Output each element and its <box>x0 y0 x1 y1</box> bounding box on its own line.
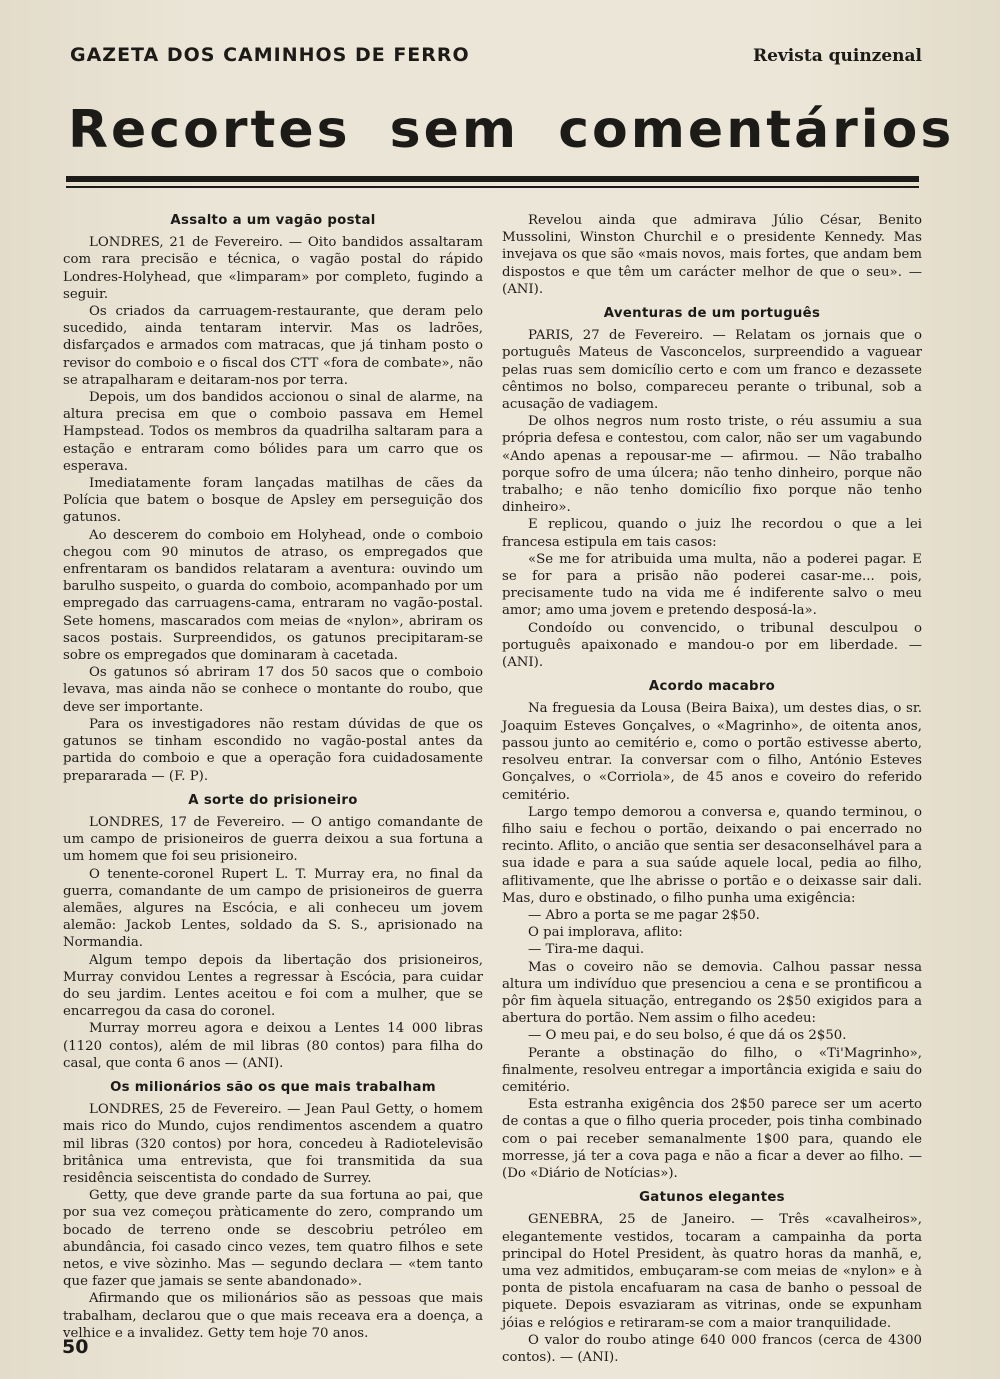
paragraph: Ao descerem do comboio em Holyhead, onde o comboio chegou com 90 minutos de atraso, os empregados que enfrentaram os bandidos relataram a aventura: ouvindo um barulho suspeito, o guarda do comboio, acompanhado por um empregado das carruagens-cama, entraram no vagão-postal. Sete homens, mascarados com meias de «nylon», abriram os sacos postais. Surpreendidos, os gatunos precipitaram-se sobre os empregados que dominaram à cacetada. <box>63 527 483 664</box>
article-acordo <box>502 678 922 1182</box>
journal-frequency: Revista quinzenal <box>752 46 922 66</box>
paragraph: De olhos negros num rosto triste, o réu assumiu a sua própria defesa e contestou, com calor, não ser um vagabundo «Ando apenas a repousar-me — afirmou. — Não trabalho porque sofro de uma úlcera; não tenho dinheiro, porque não trabalho; e não tenho domicílio fixo porque não tenho dinheiro». <box>502 414 922 516</box>
paragraph: Condoído ou convencido, o tribunal desculpou o português apaixonado e mandou-o por em liberdade. — (ANI). <box>502 620 922 671</box>
section-title: Recortes sem comentários <box>68 100 955 160</box>
paragraph: Esta estranha exigência dos 2$50 parece ser um acerto de contas a que o filho queria proceder, pois tinha combinado com o pai receber semanalmente 1$00 para, quando ele morresse, já ter a cova paga e não a ficar a dever ao filho. — (Do «Diário de Notícias»). <box>502 1097 922 1181</box>
article-title: Os milionários são os que mais trabalham <box>110 1079 436 1095</box>
article-title: Gatunos elegantes <box>639 1190 785 1206</box>
paragraph-continued: Revelou ainda que admirava Júlio César, Benito Mussolini, Winston Churchil e o presidente Kennedy. Mas invejava os que são «mais novos, mais fortes, que andam bem dispostos e que têm um carácter melhor de que o seu». — (ANI). <box>502 213 922 297</box>
paragraph: Na freguesia da Lousa (Beira Baixa), um destes dias, o sr. Joaquim Esteves Gonçalves, o «Magrinho», de oitenta anos, passou junto ao cemitério e, como o portão estivesse aberto, resolveu entrar. Ia conversar com o filho, António Esteves Gonçalves, o «Corriola», de 45 anos e coveiro do referido cemitério. <box>502 701 922 803</box>
paragraph: Imediatamente foram lançadas matilhas de cães da Polícia que batem o bosque de Apsley em perseguição dos gatunos. <box>63 476 483 526</box>
paragraph: Afirmando que os milionários são as pessoas que mais trabalham, declarou que o que mais receava era a doença, a velhice e a invalidez. Getty tem hoje 70 anos. <box>63 1291 483 1341</box>
paragraph: LONDRES, 25 de Fevereiro. — Jean Paul Getty, o homem mais rico do Mundo, cujos rendimentos ascendem a quatro mil libras (320 contos) por hora, concedeu à Radiotelevisão britânica uma entrevista, que foi transmitida da sua residência seiscentista do condado de Surrey. <box>63 1102 483 1186</box>
paragraph: LONDRES, 17 de Fevereiro. — O antigo comandante de um campo de prisioneiros de guerra deixou a sua fortuna a um homem que foi seu prisioneiro. <box>63 814 483 865</box>
title-rule-thin <box>66 186 919 188</box>
journal-name: GAZETA DOS CAMINHOS DE FERRO <box>70 44 470 66</box>
paragraph: GENEBRA, 25 de Janeiro. — Três «cavalheiros», elegantemente vestidos, tocaram a campainha da porta principal do Hotel President, às quatro horas da manhã, e, uma vez admitidos, embuçaram-se com meias de «nylon» e à ponta de pistola encafuaram na casa de banho o pessoal de piquete. Depois esvaziaram as vitrinas, onde se expunham jóias e relógios e retiraram-se com a maior tranquilidade. <box>502 1212 922 1331</box>
paragraph: Os gatunos só abriram 17 dos 50 sacos que o comboio levava, mas ainda não se conhece o montante do roubo, que deve ser importante. <box>63 665 483 715</box>
paragraph: Mas o coveiro não se demovia. Calhou passar nessa altura um indivíduo que presenciou a cena e se prontificou a pôr fim àquela situação, entregando os 2$50 exigidos para a abertura do portão. Nem assim o filho acedeu: <box>502 959 922 1027</box>
article-title: Assalto a um vagão postal <box>170 213 376 228</box>
paragraph: O tenente-coronel Rupert L. T. Murray era, no final da guerra, comandante de um campo de prisioneiros de guerra alemães, algures na Escócia, e ali conheceu um jovem alemão: Jackob Lentes, soldado da S. S., aprisionado na Normandia. <box>63 866 483 951</box>
article-title: Aventuras de um português <box>603 306 821 322</box>
paragraph: O valor do roubo atinge 640 000 francos (cerca de 4300 contos). — (ANI). <box>502 1332 922 1365</box>
paragraph: Getty, que deve grande parte da sua fortuna ao pai, que por sua vez começou pràticamente do zero, comprando um bocado de terreno onde se descobriu petróleo em abundância, foi casado cinco vezes, tem quatro filhos e sete netos, e vive sòzinho. Mas — segundo declara — «tem tanto que fazer que jamais se sente abandonado». <box>63 1188 483 1290</box>
article-assalto <box>63 212 483 785</box>
paragraph: Largo tempo demorou a conversa e, quando terminou, o filho saiu e fechou o portão, deixando o pai encerrado no recinto. Aflito, o ancião que sentia ser desaconselhável para a sua idade e para a sua saúde aquele local, pedia ao filho, aflitivamente, que lhe abrisse o portão e o deixasse sair dali. Mas, duro e obstinado, o filho punha uma exigência: <box>502 804 922 906</box>
article-milionarios <box>63 1079 483 1342</box>
paragraph: E replicou, quando o juiz lhe recordou o que a lei francesa estipula em tais casos: <box>502 517 922 550</box>
paragraph: Depois, um dos bandidos accionou o sinal de alarme, na altura precisa em que o comboio passava em Hemel Hampstead. Todos os membros da quadrilha saltaram para a estação e entraram como bólides para um carro que os esperava. <box>63 390 483 474</box>
running-head <box>70 44 920 74</box>
paragraph: O pai implorava, aflito: <box>528 925 683 941</box>
paragraph: LONDRES, 21 de Fevereiro. — Oito bandidos assaltaram com rara precisão e técnica, o vagão postal do rápido Londres-Holyhead, que «limparam» por completo, fugindo a seguir. <box>63 235 483 302</box>
article-sorte <box>63 792 483 1072</box>
left-column <box>63 212 483 1342</box>
paragraph: Perante a obstinação do filho, o «Ti'Magrinho», finalmente, resolveu entregar a importância exigida e saiu do cemitério. <box>502 1045 922 1095</box>
paragraph: — Tira-me daqui. <box>528 942 645 958</box>
paragraph: Os criados da carruagem-restaurante, que deram pelo sucedido, ainda tentaram intervir. Mas os ladrões, disfarçados e armados com matracas, que já tinham posto o revisor do comboio e o fiscal dos CTT «fora de combate», não se atrapalharam e deitaram-nos por terra. <box>63 304 483 388</box>
paragraph: — Abro a porta se me pagar 2$50. <box>528 907 760 923</box>
article-gatunos <box>502 1189 922 1366</box>
right-column <box>502 212 922 1366</box>
title-rule-thick <box>66 176 919 182</box>
article-title: A sorte do prisioneiro <box>188 792 358 808</box>
paragraph: Para os investigadores não restam dúvidas de que os gatunos se tinham escondido no vagão-postal antes da partida do comboio e que a operação fora cuidadosamente prepararada — (F. P). <box>63 716 483 784</box>
page-number: 50 <box>62 1336 89 1358</box>
paragraph: PARIS, 27 de Fevereiro. — Relatam os jornais que o português Mateus de Vasconcelos, surpreendido a vaguear pelas ruas sem domicílio certo e com um franco e dezassete cêntimos no bolso, compareceu perante o tribunal, sob a acusação de vadiagem. <box>502 328 922 413</box>
article-aventuras <box>502 305 922 671</box>
paragraph: — O meu pai, e do seu bolso, é que dá os 2$50. <box>528 1028 847 1044</box>
paragraph: Murray morreu agora e deixou a Lentes 14 000 libras (1120 contos), além de mil libras (80 contos) para filha do casal, que conta 6 anos — (ANI). <box>63 1021 483 1071</box>
article-title: Acordo macabro <box>648 679 776 695</box>
paragraph: Algum tempo depois da libertação dos prisioneiros, Murray convidou Lentes a regressar à Escócia, para cuidar do seu jardim. Lentes aceitou e foi com a mulher, que se encarregou da casa do coronel. <box>63 952 483 1020</box>
paragraph: «Se me for atribuida uma multa, não a poderei pagar. E se for para a prisão não poderei casar-me... pois, precisamente tudo na vida me é indiferente salvo o meu amor; amo uma jovem e pretendo desposá-la». <box>502 551 922 619</box>
